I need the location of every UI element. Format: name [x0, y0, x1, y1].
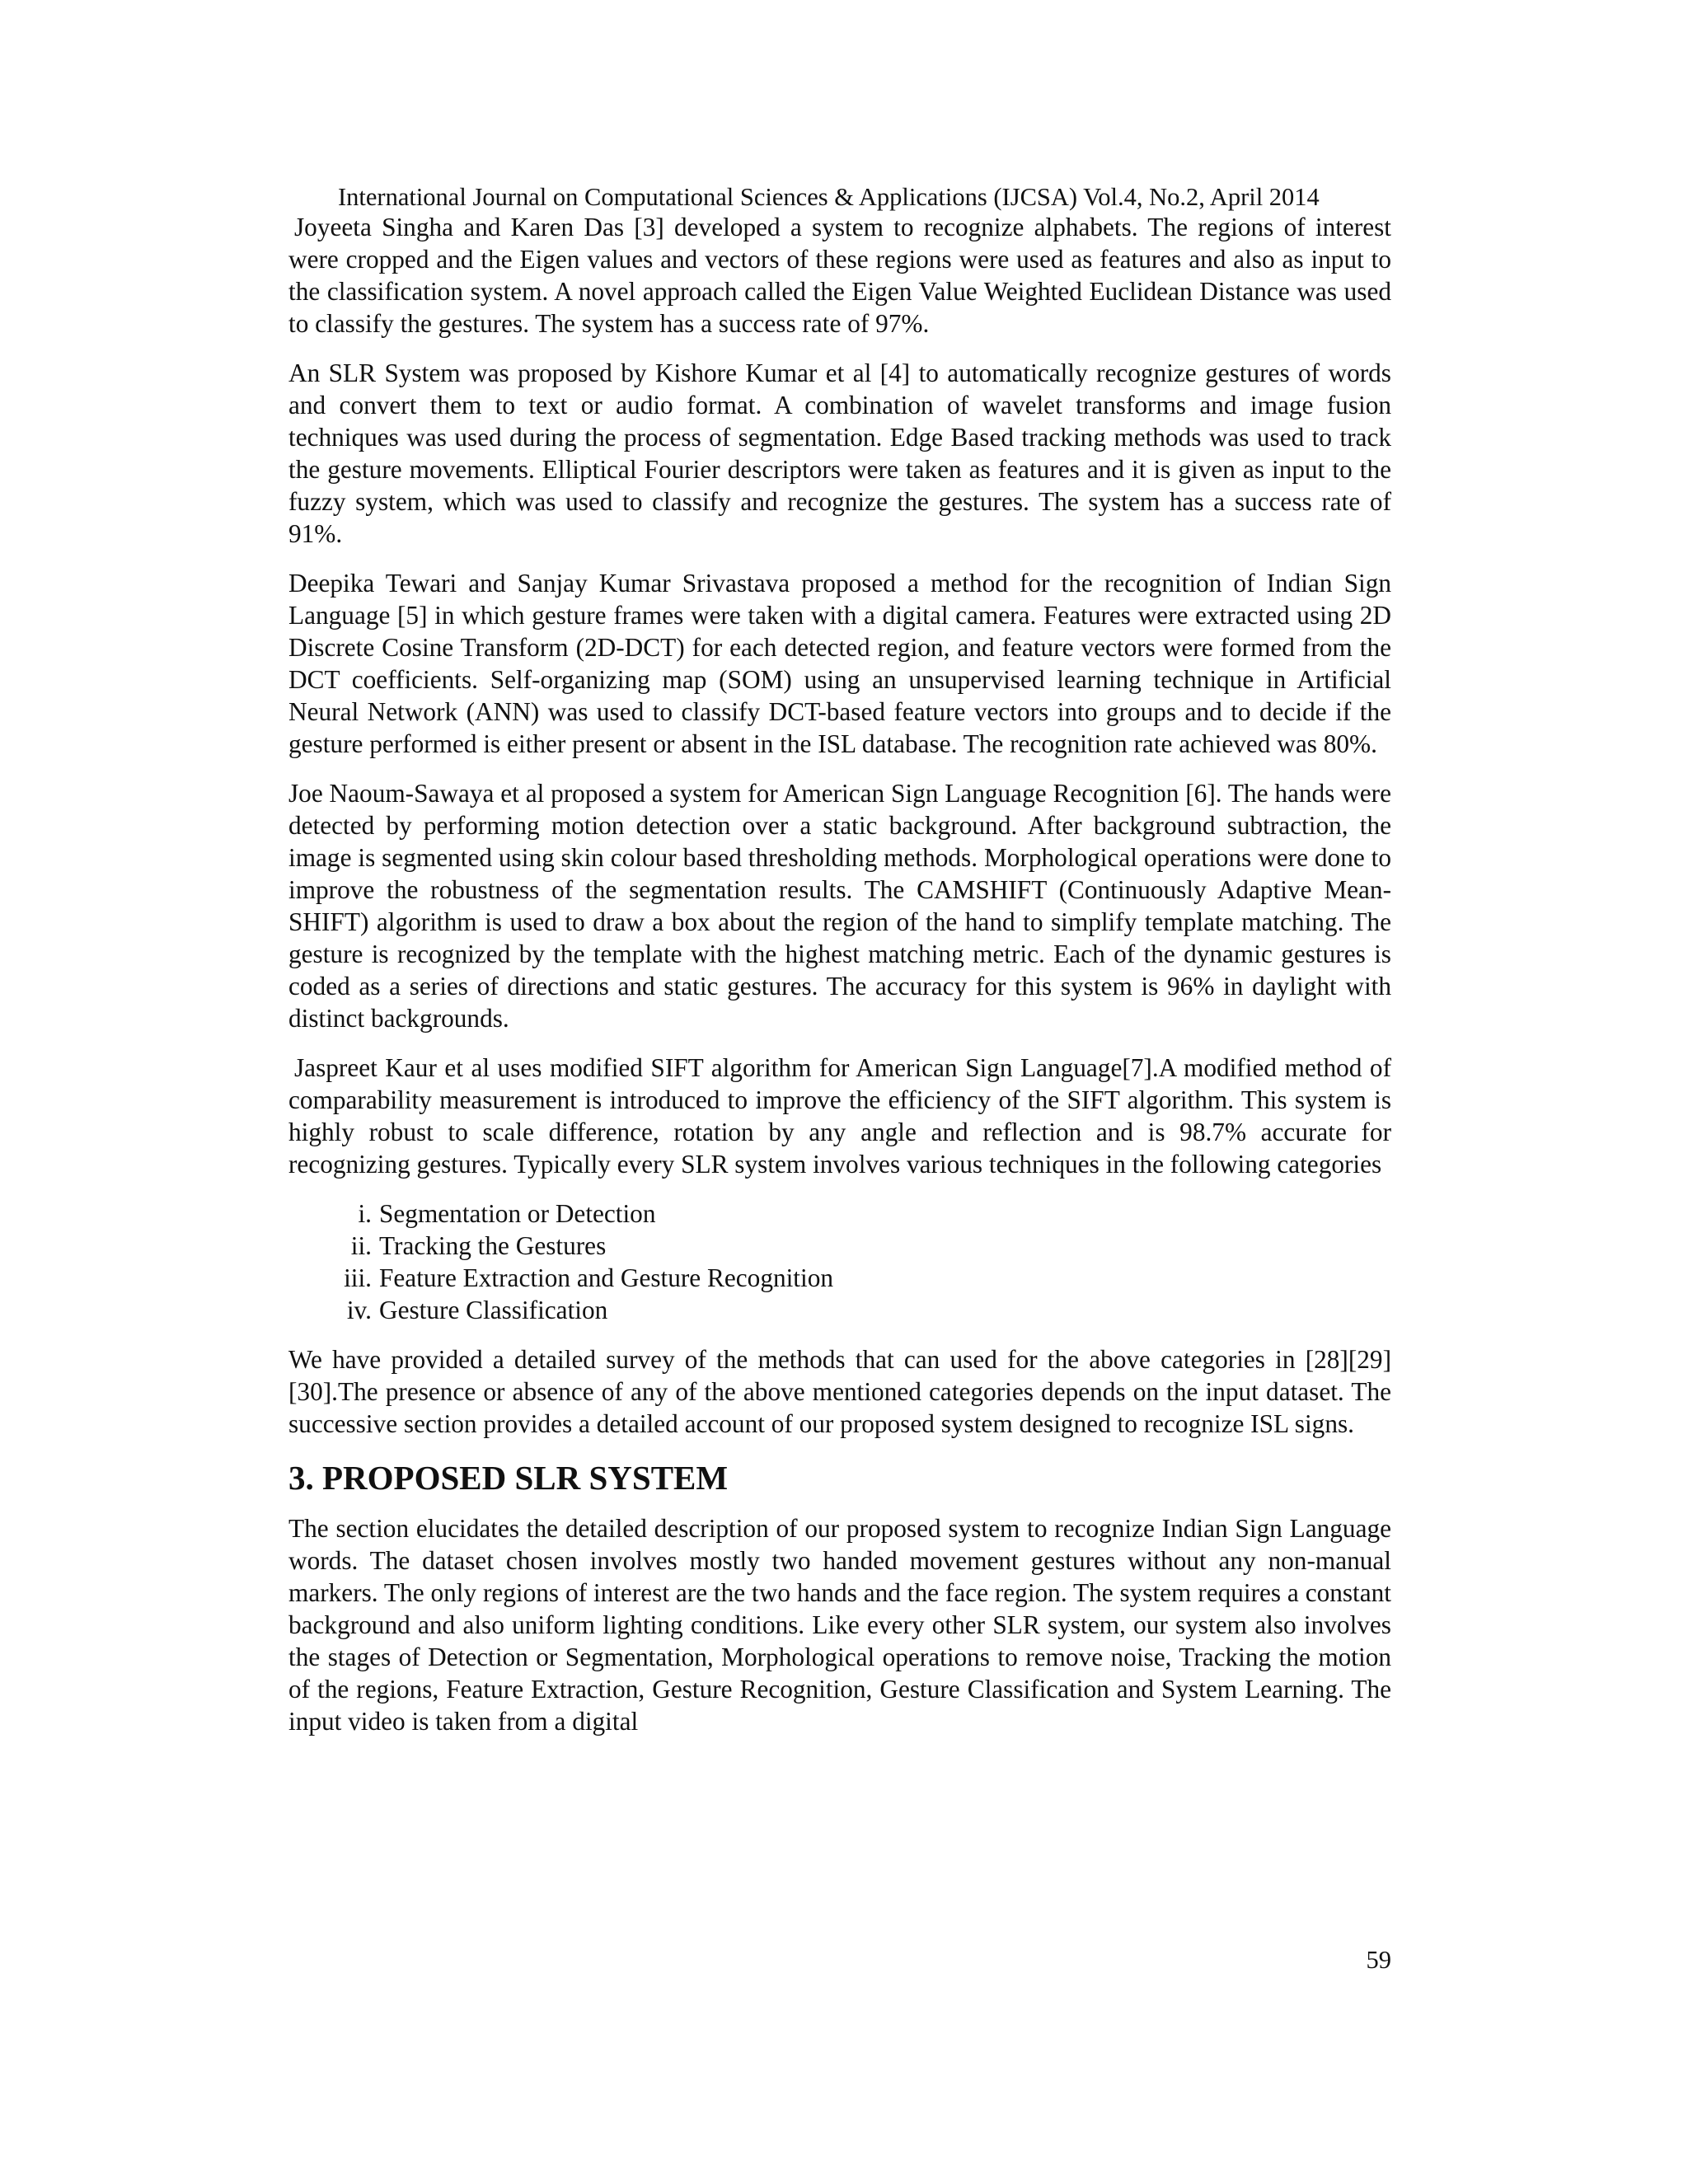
list-marker: i. — [358, 1199, 372, 1228]
page-number: 59 — [1366, 1946, 1391, 1974]
paragraph-proposed-system: The section elucidates the detailed description of our proposed system to recognize Indian Sign Language words. The dataset chosen involves mostly two handed movement gestures without any non-manual markers. The only regions of interest are the two hands and the face region. The system requires a constant background and also uniform lighting conditions. Like every other SLR system, our system also involves the stages of Detection or Segmentation, Morphological operations to remove noise, Tracking the motion of the regions, Feature Extraction, Gesture Recognition, Gesture Classification and System Learning. The input video is taken from a digital — [288, 1514, 1391, 1736]
list-item-text: Gesture Classification — [379, 1296, 608, 1324]
list-item — [288, 1262, 1391, 1294]
paragraph-naoum-sawaya: Joe Naoum-Sawaya et al proposed a system for American Sign Language Recognition [6]. The hands were detected by performing motion detection over a static background. After background subtraction, the image is segmented using skin colour based thresholding methods. Morphological operations were done to improve the robustness of the segmentation results. The CAMSHIFT (Continuously Adaptive Mean- SHIFT) algorithm is used to draw a box about the region of the hand to simplify template matching. The gesture is recognized by the template with the highest matching metric. Each of the dynamic gestures is coded as a series of directions and static gestures. The accuracy for this system is 96% in daylight with distinct backgrounds. — [288, 779, 1391, 1033]
paragraph-singha-das: Joyeeta Singha and Karen Das [3] developed a system to recognize alphabets. The regions of interest were cropped and the Eigen values and vectors of these regions were used as features and also as input to the classification system. A novel approach called the Eigen Value Weighted Euclidean Distance was used to classify the gestures. The system has a success rate of 97%. — [288, 213, 1391, 338]
running-header: International Journal on Computational Sciences & Applications (IJCSA) Vol.4, No.2, April 2014 — [338, 183, 1320, 211]
section-heading: 3. PROPOSED SLR SYSTEM — [288, 1459, 729, 1497]
paragraph-survey: We have provided a detailed survey of the methods that can used for the above categories in [28][29][30].The presence or absence of any of the above mentioned categories depends on the input dataset. The successive section provides a detailed account of our proposed system designed to recognize ISL signs. — [288, 1345, 1391, 1438]
list-marker: ii. — [350, 1231, 372, 1260]
list-item — [288, 1197, 1391, 1230]
categories-list — [288, 1197, 1391, 1326]
list-item-text: Segmentation or Detection — [379, 1199, 656, 1228]
list-marker: iv. — [346, 1296, 372, 1324]
list-item — [288, 1294, 1391, 1326]
paragraph-tewari-srivastava: Deepika Tewari and Sanjay Kumar Srivastava proposed a method for the recognition of Indian Sign Language [5] in which gesture frames were taken with a digital camera. Features were extracted using 2D Discrete Cosine Transform (2D-DCT) for each detected region, and feature vectors were formed from the DCT coefficients. Self-organizing map (SOM) using an unsupervised learning technique in Artificial Neural Network (ANN) was used to classify DCT-based feature vectors into groups and to decide if the gesture performed is either present or absent in the ISL database. The recognition rate achieved was 80%. — [288, 569, 1391, 758]
body-text — [288, 211, 1391, 1755]
list-marker: iii. — [344, 1263, 372, 1292]
list-item — [288, 1230, 1391, 1262]
list-item-text: Feature Extraction and Gesture Recognition — [379, 1263, 833, 1292]
paragraph-kishore-kumar: An SLR System was proposed by Kishore Kumar et al [4] to automatically recognize gestures of words and convert them to text or audio format. A combination of wavelet transforms and image fusion techniques was used during the process of segmentation. Edge Based tracking methods was used to track the gesture movements. Elliptical Fourier descriptors were taken as features and it is given as input to the fuzzy system, which was used to classify and recognize the gestures. The system has a success rate of 91%. — [288, 359, 1391, 548]
list-item-text: Tracking the Gestures — [379, 1231, 607, 1260]
paragraph-jaspreet-kaur: Jaspreet Kaur et al uses modified SIFT algorithm for American Sign Language[7].A modified method of comparability measurement is introduced to improve the efficiency of the SIFT algorithm. This system is highly robust to scale difference, rotation by any angle and reflection and is 98.7% accurate for recognizing gestures. Typically every SLR system involves various techniques in the following categories — [288, 1053, 1391, 1179]
